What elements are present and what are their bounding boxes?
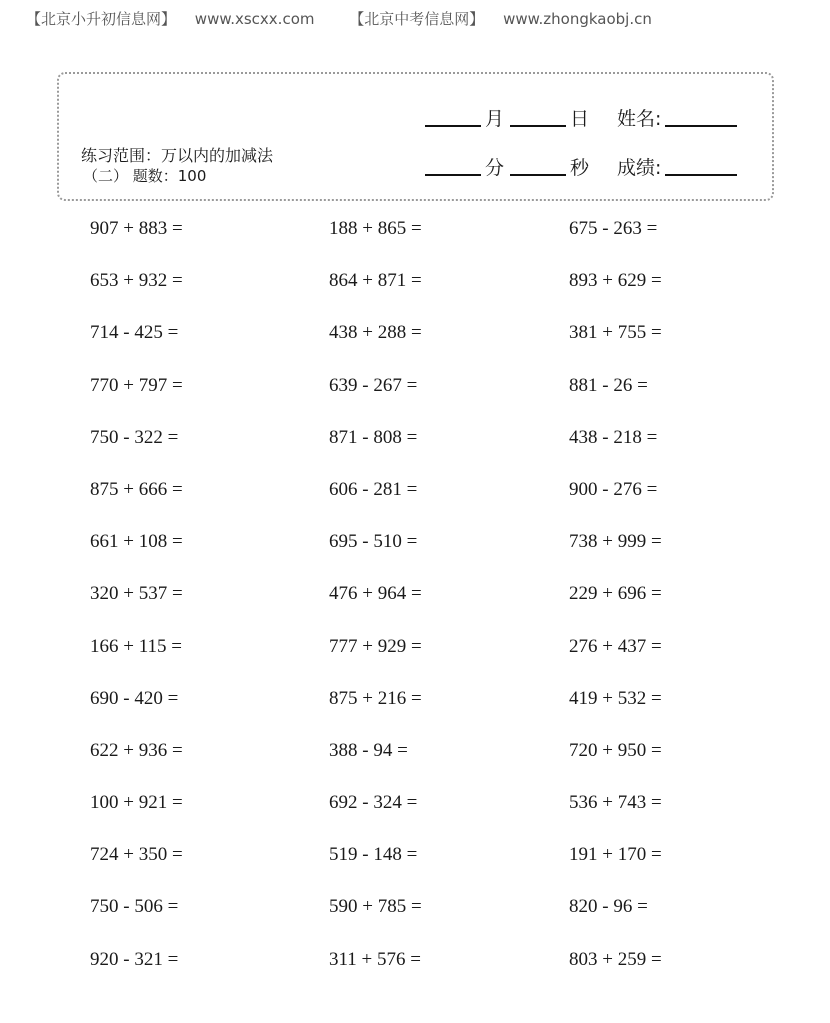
name-blank[interactable]: [665, 124, 737, 127]
math-problem: 519 - 148 =: [329, 844, 418, 866]
math-problem: 864 + 871 =: [329, 270, 422, 292]
worksheet-header-box: [57, 72, 774, 201]
math-problem: 100 + 921 =: [90, 792, 183, 814]
site2-url: www.zhongkaobj.cn: [503, 10, 652, 28]
second-label: 秒: [570, 157, 590, 179]
math-problem: 690 - 420 =: [90, 687, 179, 709]
math-problem: 311 + 576 =: [329, 948, 421, 970]
math-problem: 881 - 26 =: [569, 374, 648, 396]
math-problem: 476 + 964 =: [329, 583, 422, 605]
math-problem: 750 - 506 =: [90, 896, 179, 918]
math-problem: 871 - 808 =: [329, 426, 418, 448]
math-problem: 770 + 797 =: [90, 374, 183, 396]
math-problem: 777 + 929 =: [329, 635, 422, 657]
math-problem: 229 + 696 =: [569, 583, 662, 605]
name-label: 姓名:: [617, 108, 662, 130]
month-blank[interactable]: [425, 124, 481, 127]
math-problem: 724 + 350 =: [90, 844, 183, 866]
scope-line1: 练习范围：万以内的加减法: [81, 146, 274, 165]
day-label: 日: [570, 108, 590, 130]
math-problem: 900 - 276 =: [569, 478, 658, 500]
math-problem: 675 - 263 =: [569, 218, 658, 239]
math-problem: 622 + 936 =: [90, 739, 183, 761]
second-blank[interactable]: [510, 173, 566, 176]
math-problem: 166 + 115 =: [90, 635, 182, 657]
math-problem: 191 + 170 =: [569, 844, 662, 866]
math-problem: 875 + 216 =: [329, 687, 422, 709]
math-problem: 803 + 259 =: [569, 948, 662, 970]
math-problem: 639 - 267 =: [329, 374, 418, 396]
score-blank[interactable]: [665, 173, 737, 176]
math-problem: 720 + 950 =: [569, 739, 662, 761]
scope-line2: （二） 题数：100: [83, 167, 207, 185]
math-problem: 320 + 537 =: [90, 583, 183, 605]
site1-name: 【北京小升初信息网】: [26, 10, 177, 28]
math-problem: 188 + 865 =: [329, 218, 422, 239]
watermark-header: [26, 8, 666, 29]
minute-blank[interactable]: [425, 173, 481, 176]
math-problem: 875 + 666 =: [90, 478, 183, 500]
math-problem: 738 + 999 =: [569, 531, 662, 553]
score-label: 成绩:: [617, 157, 662, 179]
math-problem: 695 - 510 =: [329, 531, 418, 553]
month-label: 月: [485, 108, 505, 130]
problem-grid: [90, 218, 769, 1001]
day-blank[interactable]: [510, 124, 566, 127]
date-name-row: [425, 104, 737, 131]
math-problem: 536 + 743 =: [569, 792, 662, 814]
math-problem: 893 + 629 =: [569, 270, 662, 292]
practice-scope: [81, 146, 273, 186]
math-problem: 714 - 425 =: [90, 322, 179, 344]
time-score-row: [425, 153, 737, 180]
math-problem: 438 - 218 =: [569, 426, 658, 448]
math-problem: 438 + 288 =: [329, 322, 422, 344]
math-problem: 381 + 755 =: [569, 322, 662, 344]
math-problem: 590 + 785 =: [329, 896, 422, 918]
site2-name: 【北京中考信息网】: [349, 10, 485, 28]
math-problem: 692 - 324 =: [329, 792, 418, 814]
math-problem: 750 - 322 =: [90, 426, 179, 448]
math-problem: 276 + 437 =: [569, 635, 662, 657]
math-problem: 419 + 532 =: [569, 687, 662, 709]
math-problem: 388 - 94 =: [329, 739, 408, 761]
site1-url: www.xscxx.com: [194, 10, 315, 28]
math-problem: 606 - 281 =: [329, 478, 418, 500]
math-problem: 907 + 883 =: [90, 218, 183, 239]
math-problem: 920 - 321 =: [90, 948, 179, 970]
math-problem: 661 + 108 =: [90, 531, 183, 553]
minute-label: 分: [485, 157, 505, 179]
math-problem: 820 - 96 =: [569, 896, 648, 918]
math-problem: 653 + 932 =: [90, 270, 183, 292]
